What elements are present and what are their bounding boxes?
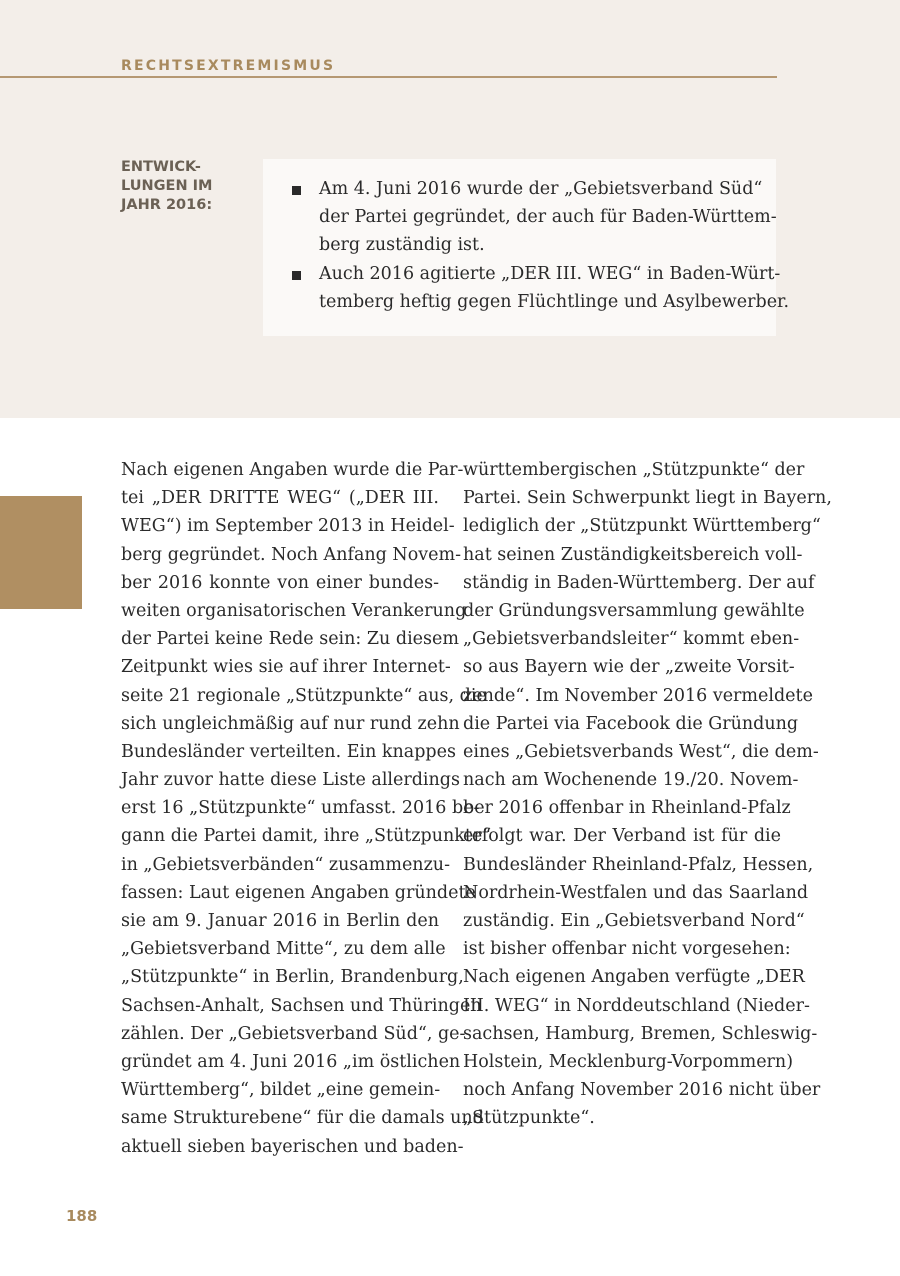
body-text-line: same Strukturebene“ für die damals und	[121, 1108, 484, 1129]
body-text-line: nach am Wochenende 19./20. Novem-	[463, 770, 799, 791]
body-text-line: Partei. Sein Schwerpunkt liegt in Bayern,	[463, 488, 832, 509]
body-text-line: „Stützpunkte“.	[463, 1108, 595, 1129]
body-text-line: Bundesländer verteilten. Ein knappes	[121, 741, 456, 762]
body-text-line: Nordrhein-Westfalen und das Saarland	[463, 882, 809, 903]
body-text-line: erst 16 „Stützpunkte“ umfasst. 2016 be-	[121, 798, 480, 819]
body-text-line: ber 2016 offenbar in Rheinland-Pfalz	[463, 798, 791, 819]
body-column-left	[121, 456, 492, 1161]
body-text-line: „Gebietsverbandsleiter“ kommt eben-	[463, 629, 800, 650]
body-text-line: der Gründungsversammlung gewählte	[463, 600, 805, 621]
body-text-line: Sachsen-Anhalt, Sachsen und Thüringen	[121, 995, 482, 1016]
body-text-line: gann die Partei damit, ihre „Stützpunkte“	[121, 826, 492, 847]
body-text-line: „Gebietsverband Mitte“, zu dem alle	[121, 939, 446, 960]
summary-line: der Partei gegründet, der auch für Baden-Württem-	[319, 207, 777, 228]
body-text-line: sich ungleichmäßig auf nur rund zehn	[121, 713, 460, 734]
body-column-right	[463, 456, 832, 1133]
body-text-line: seite 21 regionale „Stützpunkte“ aus, die	[121, 685, 487, 706]
body-text-line: Jahr zuvor hatte diese Liste allerdings	[121, 770, 460, 791]
body-text-line: ist bisher offenbar nicht vorgesehen:	[463, 939, 791, 960]
body-text-line: lediglich der „Stützpunkt Württemberg“	[463, 516, 821, 537]
body-text-line: Holstein, Mecklenburg-Vorpommern)	[463, 1051, 794, 1072]
body-text-line: weiten organisatorischen Verankerung	[121, 600, 467, 621]
summary-item	[263, 260, 790, 316]
body-text-line: fassen: Laut eigenen Angaben gründete	[121, 882, 476, 903]
body-text-line: zuständig. Ein „Gebietsverband Nord“	[463, 911, 805, 931]
square-bullet-icon	[292, 271, 301, 280]
sidebar-label-line: JAHR 2016:	[121, 197, 213, 213]
section-title: RECHTSEXTREMISMUS	[121, 58, 336, 74]
body-text-line: zende“. Im November 2016 vermeldete	[463, 685, 813, 706]
sidebar-label	[121, 158, 251, 215]
body-text-line: aktuell sieben bayerischen und baden-	[121, 1136, 464, 1157]
body-text-line: WEG“) im September 2013 in Heidel-	[121, 516, 455, 537]
body-text-line: sie am 9. Januar 2016 in Berlin den	[121, 911, 439, 931]
body-text-line: gründet am 4. Juni 2016 „im östlichen	[121, 1051, 461, 1072]
header-rule	[0, 76, 777, 78]
body-text-line: die Partei via Facebook die Gründung	[463, 713, 799, 734]
chapter-tab-marker	[0, 496, 82, 609]
body-text-line: so aus Bayern wie der „zweite Vorsit-	[463, 657, 795, 678]
body-text-line: Nach eigenen Angaben verfügte „DER	[463, 967, 805, 988]
summary-item	[263, 175, 777, 260]
body-text-line: sachsen, Hamburg, Bremen, Schleswig-	[463, 1023, 818, 1044]
body-text-line: III. WEG“ in Norddeutschland (Nieder-	[463, 995, 810, 1016]
body-text-line: der Partei keine Rede sein: Zu diesem	[121, 629, 459, 650]
body-text-line: hat seinen Zuständigkeitsbereich voll-	[463, 544, 803, 565]
page-number: 188	[66, 1207, 98, 1225]
body-text-line: in „Gebietsverbänden“ zusammenzu-	[121, 854, 450, 875]
summary-line: Auch 2016 agitierte „DER III. WEG“ in Baden-Würt-	[319, 263, 781, 284]
body-text-line: Württemberg“, bildet „eine gemein-	[121, 1080, 441, 1101]
square-bullet-icon	[292, 186, 301, 195]
summary-line: berg zuständig ist.	[319, 235, 485, 256]
body-text-line: erfolgt war. Der Verband ist für die	[463, 826, 781, 847]
body-text-line: ständig in Baden-Württemberg. Der auf	[463, 572, 815, 593]
body-text-line: eines „Gebietsverbands West“, die dem-	[463, 741, 819, 762]
summary-box	[263, 159, 790, 336]
sidebar-label-line: ENTWICK-	[121, 159, 201, 175]
body-text-line: ber 2016 konnte von einer bundes-	[121, 572, 439, 593]
body-text-line: Zeitpunkt wies sie auf ihrer Internet-	[121, 657, 451, 678]
summary-line: Am 4. Juni 2016 wurde der „Gebietsverband Süd“	[319, 179, 763, 199]
sidebar-label-line: LUNGEN IM	[121, 178, 213, 194]
body-text-line: „Stützpunkte“ in Berlin, Brandenburg,	[121, 967, 464, 988]
summary-list	[263, 175, 790, 316]
body-text-line: tei „DER DRITTE WEG“ („DER III.	[121, 488, 439, 509]
body-text-line: berg gegründet. Noch Anfang Novem-	[121, 544, 462, 565]
body-text-line: zählen. Der „Gebietsverband Süd“, ge-	[121, 1023, 466, 1044]
body-text-line: Bundesländer Rheinland-Pfalz, Hessen,	[463, 854, 814, 875]
body-text-line: württembergischen „Stützpunkte“ der	[463, 460, 805, 480]
body-text-line: noch Anfang November 2016 nicht über	[463, 1080, 821, 1101]
summary-line: temberg heftig gegen Flüchtlinge und Asylbewerber.	[319, 291, 790, 312]
body-text-line: Nach eigenen Angaben wurde die Par-	[121, 460, 464, 480]
